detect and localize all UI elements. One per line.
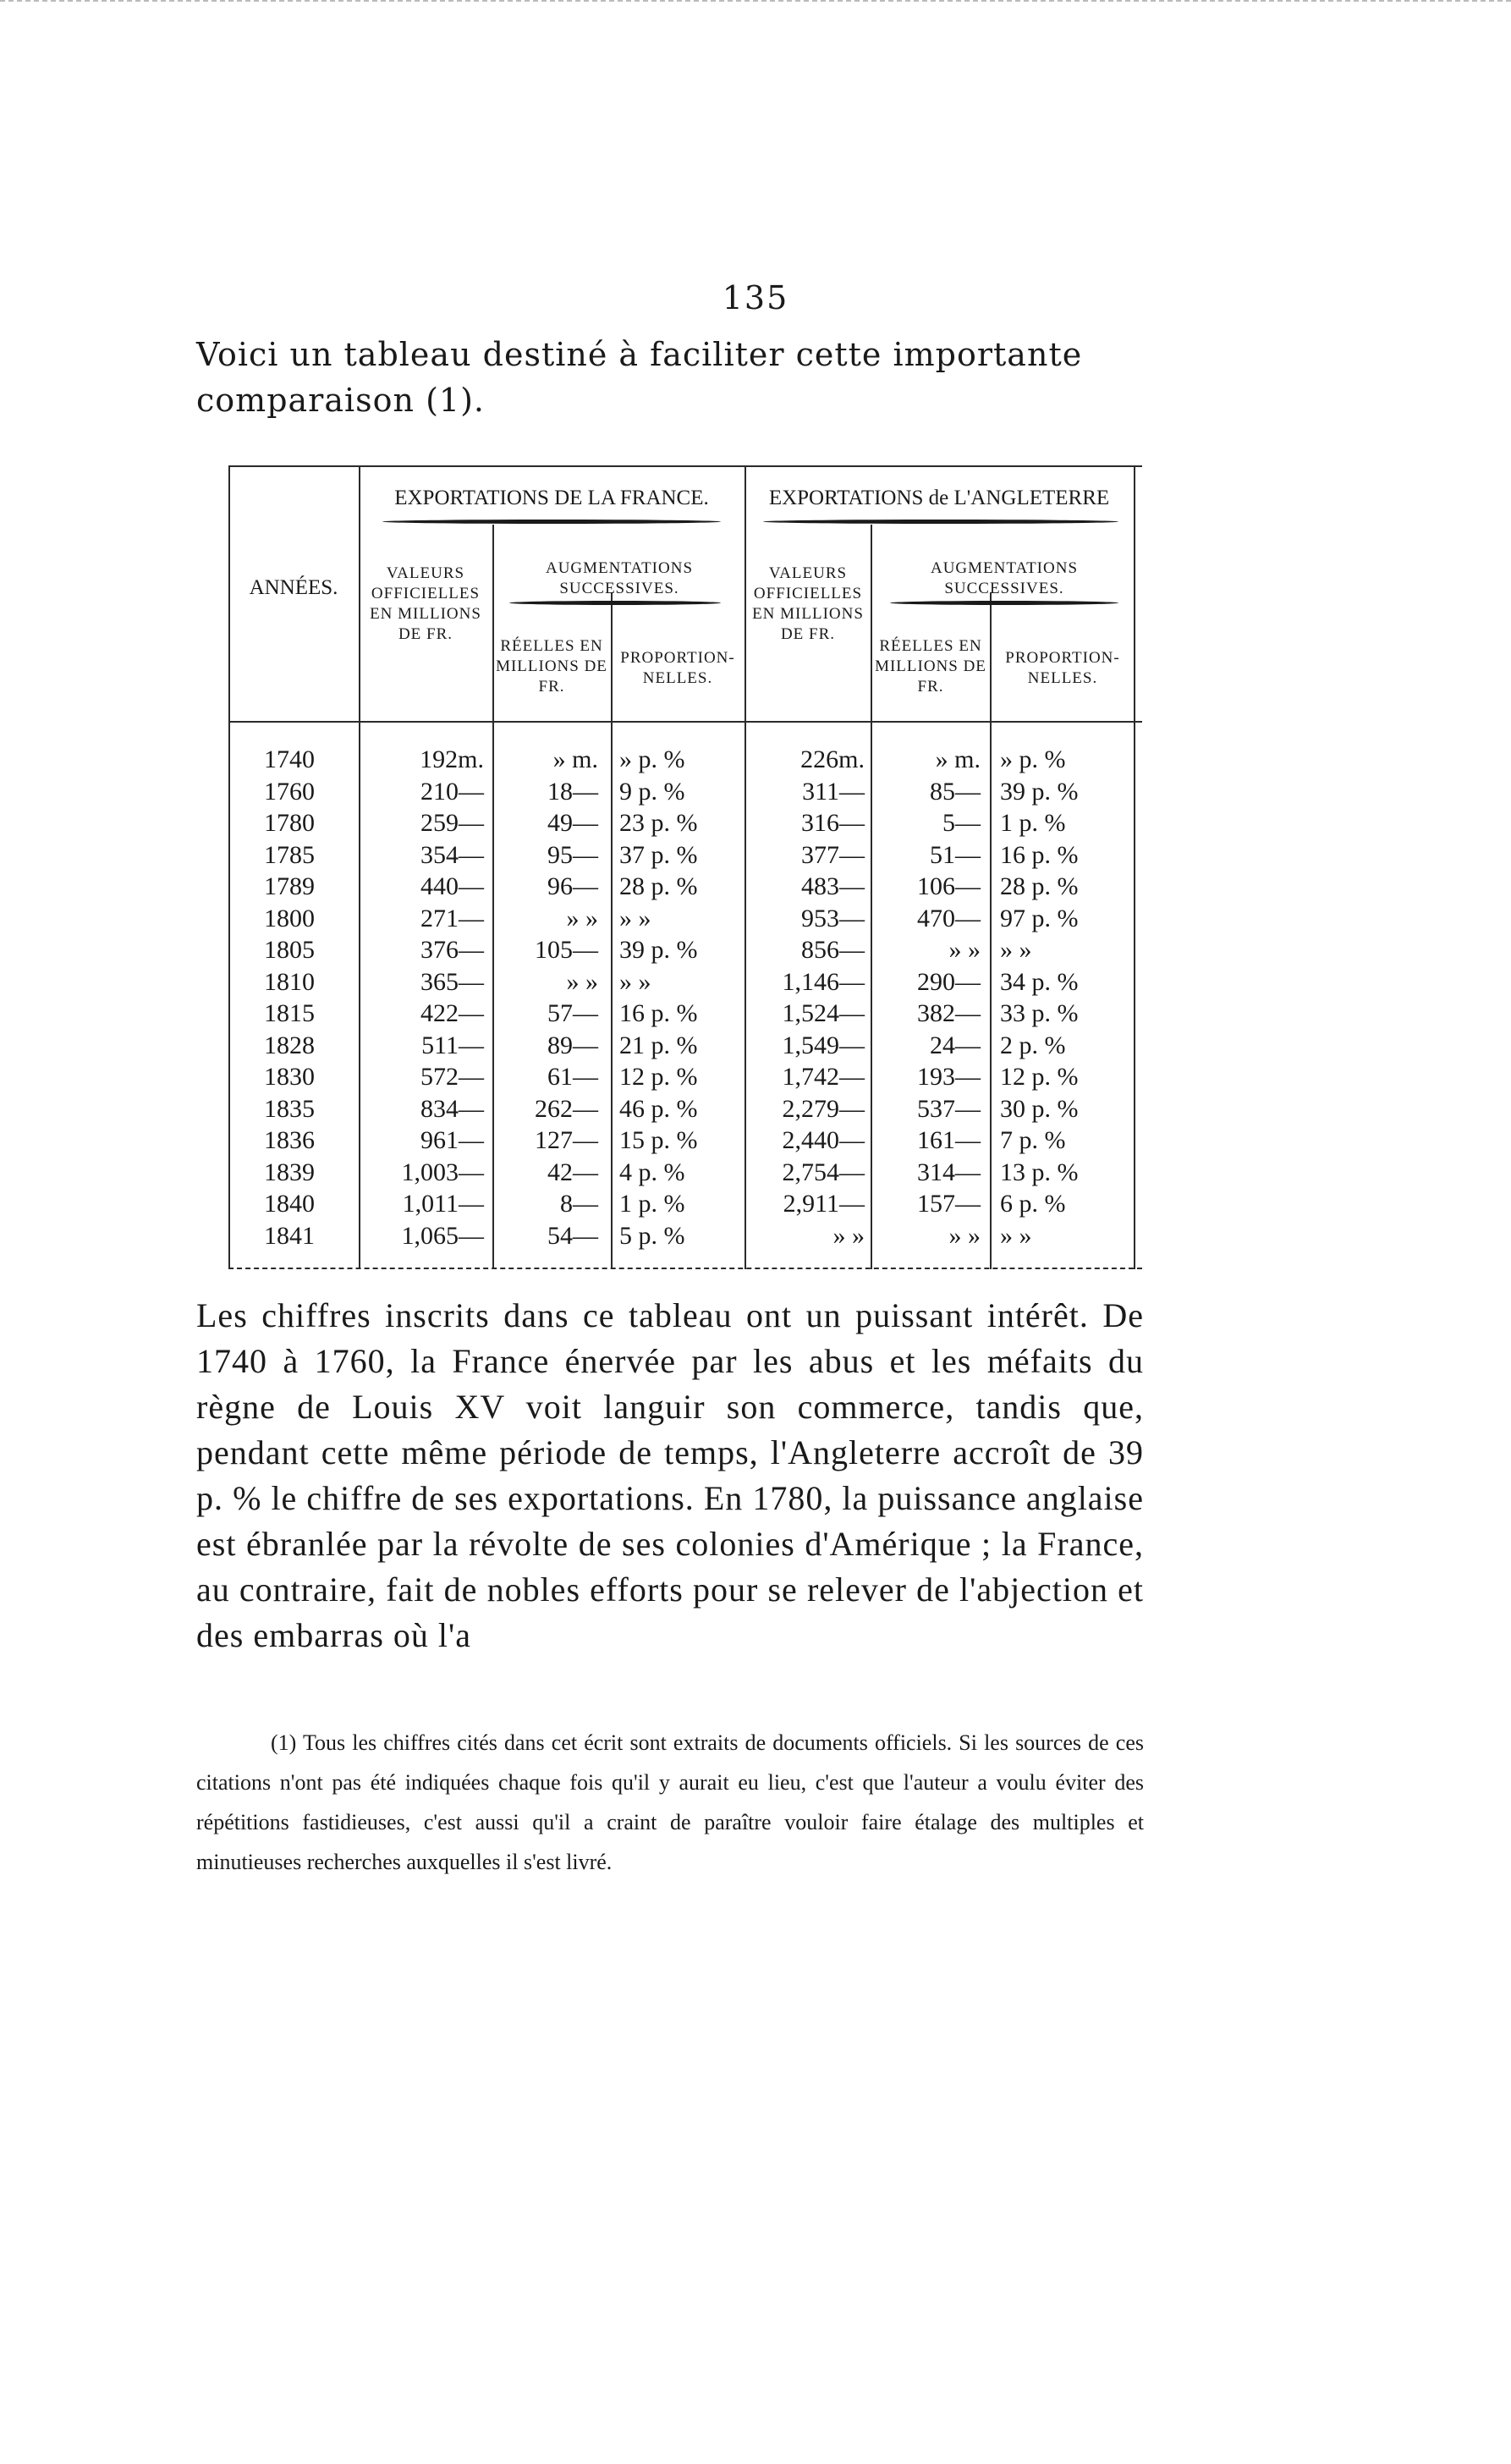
fr-value-cell: 1,003— xyxy=(401,1158,484,1186)
fr-proportional-cell: » » xyxy=(619,904,651,932)
fr-real-increase-cell: 49— xyxy=(547,809,598,837)
en-value-cell: » » xyxy=(832,1221,865,1250)
en-real-increase-cell: 106— xyxy=(917,872,981,900)
fr-proportional-cell: 9 p. % xyxy=(619,777,685,806)
year-cell: 1810 xyxy=(264,967,315,996)
en-value-cell: 2,911— xyxy=(783,1190,865,1218)
fr-value-cell: 834— xyxy=(420,1094,484,1123)
fr-proportional-cell: 1 p. % xyxy=(619,1190,685,1218)
en-proportionnelles-header: PROPORTION-NELLES. xyxy=(1005,649,1120,687)
en-value-cell: 2,754— xyxy=(782,1158,865,1186)
fr-proportional-cell: » » xyxy=(619,967,651,996)
en-proportional-cell: 34 p. % xyxy=(1000,967,1079,996)
fr-value-cell: 572— xyxy=(420,1063,484,1091)
fr-value-cell: 210— xyxy=(420,777,484,806)
fr-value-cell: 511— xyxy=(421,1031,484,1059)
en-value-cell: 1,524— xyxy=(782,999,865,1027)
en-proportional-cell: 28 p. % xyxy=(1000,872,1079,900)
fr-real-increase-cell: » m. xyxy=(552,745,598,773)
fr-real-increase-cell: 8— xyxy=(560,1190,598,1218)
fr-real-increase-cell: 96— xyxy=(547,872,598,900)
en-value-cell: 1,742— xyxy=(782,1063,865,1091)
en-value-cell: 377— xyxy=(801,840,865,869)
france-exports-header: EXPORTATIONS DE LA FRANCE. xyxy=(394,487,709,509)
table-top-rule xyxy=(228,465,1142,467)
fr-augmentations-header: AUGMENTATIONS SUCCESSIVES. xyxy=(545,559,694,597)
en-reel-rule xyxy=(990,592,992,1269)
en-value-cell: 311— xyxy=(802,777,865,806)
fr-proportional-cell: 16 p. % xyxy=(619,999,698,1027)
en-real-increase-cell: » » xyxy=(948,1221,981,1250)
fr-real-increase-cell: 89— xyxy=(547,1031,598,1059)
en-real-increase-cell: 157— xyxy=(917,1190,981,1218)
year-cell: 1840 xyxy=(264,1190,315,1218)
year-cell: 1780 xyxy=(264,809,315,837)
fr-value-cell: 259— xyxy=(420,809,484,837)
year-cell: 1830 xyxy=(264,1063,315,1091)
en-proportional-cell: 2 p. % xyxy=(1000,1031,1066,1059)
en-real-increase-cell: 314— xyxy=(917,1158,981,1186)
fr-real-increase-cell: 95— xyxy=(547,840,598,869)
en-proportional-cell: » » xyxy=(1000,1221,1032,1250)
en-proportional-cell: 7 p. % xyxy=(1000,1126,1066,1154)
en-real-increase-cell: 24— xyxy=(930,1031,981,1059)
en-proportional-cell: 97 p. % xyxy=(1000,904,1079,932)
fr-proportional-cell: 46 p. % xyxy=(619,1094,698,1123)
exports-table xyxy=(222,457,1144,1269)
year-cell: 1828 xyxy=(264,1031,315,1059)
year-cell: 1805 xyxy=(264,936,315,964)
fr-aug-swell xyxy=(509,601,721,605)
footnote: (1) Tous les chiffres cités dans cet écrit sont extraits de documents officiels. Si les sources de ces citations n'ont pas été indiquées chaque fois qu'il y aurait eu lieu, c'est que l'auteur a voulu éviter des répétitions fastidieuses, c'est aussi qu'il a craint de paraître vouloir faire étalage des multiples et minutieuses recherches auxquelles il s'est livré. xyxy=(196,1730,1144,1874)
fr-proportional-cell: 5 p. % xyxy=(619,1221,685,1250)
fr-real-increase-cell: 57— xyxy=(547,999,598,1027)
year-cell: 1839 xyxy=(264,1158,315,1186)
en-value-cell: 1,549— xyxy=(782,1031,865,1059)
fr-proportional-cell: 4 p. % xyxy=(619,1158,685,1186)
en-proportional-cell: 13 p. % xyxy=(1000,1158,1079,1186)
en-proportional-cell: 33 p. % xyxy=(1000,999,1079,1027)
fr-real-increase-cell: 18— xyxy=(547,777,598,806)
page-number: 135 xyxy=(722,279,789,316)
fr-proportional-cell: 39 p. % xyxy=(619,936,698,964)
en-real-increase-cell: 5— xyxy=(942,809,981,837)
en-proportional-cell: » » xyxy=(1000,936,1032,964)
fr-real-increase-cell: 262— xyxy=(535,1094,598,1123)
fr-proportional-cell: 28 p. % xyxy=(619,872,698,900)
table-right-rule xyxy=(1134,465,1135,1269)
fr-real-increase-cell: 61— xyxy=(547,1063,598,1091)
en-val-rule xyxy=(871,525,872,1269)
table-bottom-rule xyxy=(228,1268,1142,1269)
en-real-increase-cell: 51— xyxy=(930,840,981,869)
fr-reelles-header: RÉELLES EN MILLIONS DE FR. xyxy=(496,637,607,696)
fr-value-cell: 1,065— xyxy=(401,1221,484,1250)
fr-header-swell xyxy=(382,520,721,524)
en-real-increase-cell: 161— xyxy=(917,1126,981,1154)
fr-proportional-cell: 21 p. % xyxy=(619,1031,698,1059)
fr-value-cell: 271— xyxy=(420,904,484,932)
en-real-increase-cell: 85— xyxy=(930,777,981,806)
fr-real-increase-cell: 105— xyxy=(535,936,598,964)
en-proportional-cell: 30 p. % xyxy=(1000,1094,1079,1123)
en-value-cell: 316— xyxy=(801,809,865,837)
fr-proportional-cell: » p. % xyxy=(619,745,685,773)
en-proportional-cell: 1 p. % xyxy=(1000,809,1066,837)
fr-real-increase-cell: » » xyxy=(566,904,598,932)
england-exports-header: EXPORTATIONS de L'ANGLETERRE xyxy=(768,487,1110,509)
intro-text: Voici un tableau destiné à faciliter cette importante comparaison (1). xyxy=(196,336,1083,419)
en-reelles-header: RÉELLES EN MILLIONS DE FR. xyxy=(875,637,986,696)
en-value-cell: 953— xyxy=(801,904,865,932)
en-proportional-cell: 16 p. % xyxy=(1000,840,1079,869)
fr-value-cell: 365— xyxy=(420,967,484,996)
en-value-cell: 2,279— xyxy=(782,1094,865,1123)
en-proportional-cell: » p. % xyxy=(1000,745,1066,773)
en-valeurs-header: VALEURS OFFICIELLES EN MILLIONS DE FR. xyxy=(752,564,864,643)
year-cell: 1760 xyxy=(264,777,315,806)
en-value-cell: 226m. xyxy=(800,745,865,773)
year-cell: 1815 xyxy=(264,999,315,1027)
fr-value-cell: 354— xyxy=(420,840,484,869)
fr-value-cell: 192m. xyxy=(420,745,484,773)
fr-value-cell: 1,011— xyxy=(402,1190,484,1218)
en-real-increase-cell: » » xyxy=(948,936,981,964)
en-real-increase-cell: 193— xyxy=(917,1063,981,1091)
en-real-increase-cell: 470— xyxy=(917,904,981,932)
fr-value-cell: 440— xyxy=(420,872,484,900)
en-real-increase-cell: 537— xyxy=(917,1094,981,1123)
year-cell: 1789 xyxy=(264,872,315,900)
year-cell: 1841 xyxy=(264,1221,315,1250)
fr-valeurs-header: VALEURS OFFICIELLES EN MILLIONS DE FR. xyxy=(370,564,481,643)
fr-proportional-cell: 15 p. % xyxy=(619,1126,698,1154)
en-proportional-cell: 39 p. % xyxy=(1000,777,1079,806)
fr-proportional-cell: 37 p. % xyxy=(619,840,698,869)
en-real-increase-cell: » m. xyxy=(935,745,981,773)
en-real-increase-cell: 382— xyxy=(917,999,981,1027)
fr-real-increase-cell: 127— xyxy=(535,1126,598,1154)
fr-proportional-cell: 23 p. % xyxy=(619,809,698,837)
en-proportional-cell: 6 p. % xyxy=(1000,1190,1066,1218)
fr-real-increase-cell: 42— xyxy=(547,1158,598,1186)
fr-real-increase-cell: 54— xyxy=(547,1221,598,1250)
fr-real-increase-cell: » » xyxy=(566,967,598,996)
en-value-cell: 1,146— xyxy=(782,967,865,996)
en-augmentations-header: AUGMENTATIONS SUCCESSIVES. xyxy=(930,559,1079,597)
en-aug-swell xyxy=(890,601,1118,605)
body-paragraph xyxy=(196,1293,1144,1658)
en-value-cell: 483— xyxy=(801,872,865,900)
en-value-cell: 2,440— xyxy=(782,1126,865,1154)
en-proportional-cell: 12 p. % xyxy=(1000,1063,1079,1091)
year-col-rule xyxy=(359,465,360,1269)
fr-reel-rule xyxy=(611,592,613,1269)
fr-value-cell: 961— xyxy=(420,1126,484,1154)
en-real-increase-cell: 290— xyxy=(917,967,981,996)
country-divider-rule xyxy=(745,465,746,1269)
scan-edge-mark xyxy=(0,0,1511,5)
fr-proportional-cell: 12 p. % xyxy=(619,1063,698,1091)
year-cell: 1835 xyxy=(264,1094,315,1123)
paragraph-text: Les chiffres inscrits dans ce tableau ont un puissant intérêt. De 1740 à 1760, la France énervée par les abus et les méfaits du règne de Louis XV voit languir son commerce, tandis que, pendant cette même période de temps, l'Angleterre accroît de 39 p. % le chiffre de ses exportations. En 1780, la puissance anglaise est ébranlée par la révolte de ses colonies d'Amérique ; la France, au contraire, fait de nobles efforts pour se relever de l'abjection et des embarras où l'a xyxy=(196,1296,1144,1654)
years-header: ANNÉES. xyxy=(249,576,338,599)
year-cell: 1785 xyxy=(264,840,315,869)
fr-value-cell: 376— xyxy=(420,936,484,964)
year-cell: 1836 xyxy=(264,1126,315,1154)
en-value-cell: 856— xyxy=(801,936,865,964)
year-cell: 1740 xyxy=(264,745,315,773)
year-cell: 1800 xyxy=(264,904,315,932)
fr-value-cell: 422— xyxy=(420,999,484,1027)
en-header-swell xyxy=(763,520,1118,524)
fr-proportionnelles-header: PROPORTION-NELLES. xyxy=(620,649,735,687)
header-bottom-rule xyxy=(228,721,1142,723)
